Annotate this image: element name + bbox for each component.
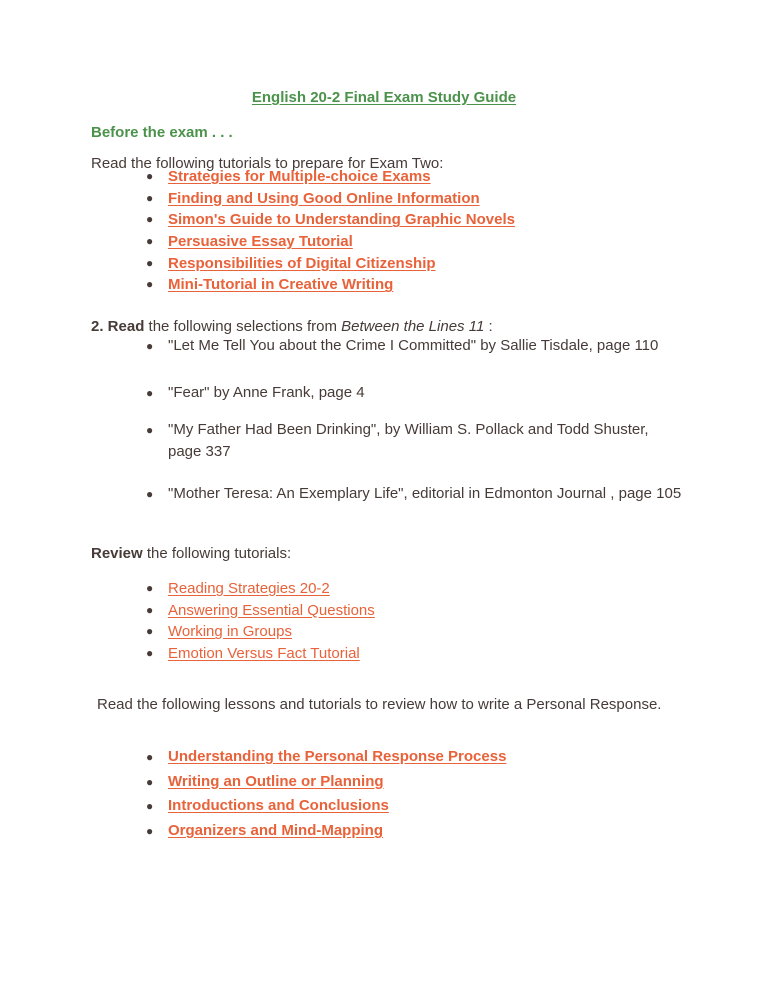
- list-item: [146, 274, 515, 296]
- document-title: English 20-2 Final Exam Study Guide: [251, 89, 517, 106]
- bullet-icon: ●: [146, 602, 154, 617]
- section3-intro-bold: Review: [91, 545, 143, 562]
- reading-item: "My Father Had Been Drinking", by William S. Pollack and Todd Shuster, page 337: [168, 421, 649, 460]
- bullet-icon: ●: [146, 277, 154, 292]
- link-digital-citizenship[interactable]: Responsibilities of Digital Citizenship: [168, 254, 436, 272]
- section2-reading-list: [146, 483, 681, 505]
- link-organizers-mind-mapping[interactable]: Organizers and Mind-Mapping: [168, 822, 384, 840]
- link-creative-writing[interactable]: Mini-Tutorial in Creative Writing: [168, 276, 394, 294]
- bullet-icon: ●: [146, 646, 154, 661]
- bullet-icon: ●: [146, 799, 154, 814]
- bullet-icon: ●: [146, 255, 154, 270]
- list-item: [146, 795, 506, 820]
- bullet-icon: ●: [146, 581, 154, 595]
- list-item: [146, 382, 365, 404]
- link-graphic-novels[interactable]: Simon's Guide to Understanding Graphic Novels: [168, 211, 515, 229]
- list-item: [146, 188, 515, 210]
- bullet-icon: ●: [146, 190, 154, 205]
- bullet-icon: ●: [146, 212, 154, 227]
- link-outline-planning[interactable]: Writing an Outline or Planning: [168, 772, 384, 790]
- link-working-in-groups[interactable]: Working in Groups: [168, 623, 292, 641]
- list-item: [146, 483, 681, 505]
- bullet-icon: ●: [146, 774, 154, 789]
- section2-intro-bold: 2. Read: [91, 318, 145, 335]
- section2-intro-end: :: [484, 318, 493, 335]
- book-title: Between the Lines 11: [341, 318, 485, 335]
- bullet-icon: ●: [146, 386, 154, 400]
- reading-item: "Fear" by Anne Frank, page 4: [168, 384, 365, 401]
- section2-reading-list: [146, 335, 658, 357]
- reading-item: "Let Me Tell You about the Crime I Committed" by Sallie Tisdale, page 110: [168, 337, 659, 354]
- list-item: [146, 771, 506, 796]
- list-item: [146, 253, 515, 275]
- link-emotion-vs-fact[interactable]: Emotion Versus Fact Tutorial: [168, 645, 360, 663]
- list-item: [146, 166, 515, 188]
- link-reading-strategies[interactable]: Reading Strategies 20-2: [168, 580, 330, 597]
- section2-intro-text: the following selections from: [144, 318, 342, 335]
- link-online-information[interactable]: Finding and Using Good Online Information: [168, 189, 480, 207]
- link-introductions-conclusions[interactable]: Introductions and Conclusions: [168, 797, 389, 815]
- list-item: [146, 643, 375, 665]
- bullet-icon: ●: [146, 624, 154, 639]
- list-item: [146, 231, 515, 253]
- bullet-icon: ●: [146, 824, 154, 839]
- bullet-icon: ●: [146, 750, 154, 764]
- section1-link-list: [146, 166, 515, 296]
- list-item: [146, 335, 658, 357]
- section2-reading-list: [146, 382, 365, 404]
- list-item: [146, 820, 506, 845]
- list-item: [146, 419, 678, 463]
- section3-link-list: [146, 578, 375, 665]
- link-persuasive-essay[interactable]: Persuasive Essay Tutorial: [168, 233, 353, 251]
- reading-item: "Mother Teresa: An Exemplary Life", editorial in Edmonton Journal , page 105: [168, 485, 682, 502]
- list-item: [146, 578, 375, 600]
- section2-reading-list: [146, 419, 678, 463]
- link-personal-response-process[interactable]: Understanding the Personal Response Process: [168, 748, 507, 765]
- bullet-icon: ●: [146, 487, 154, 501]
- bullet-icon: ●: [146, 234, 154, 249]
- list-item: [146, 209, 515, 231]
- list-item: [146, 746, 506, 771]
- section1-intro: Read the following tutorials to prepare for Exam Two:: [91, 155, 444, 172]
- bullet-icon: ●: [146, 169, 154, 183]
- list-item: [146, 600, 375, 622]
- section4-intro: Read the following lessons and tutorials to review how to write a Personal Response.: [97, 696, 662, 713]
- section3-intro: [91, 545, 291, 562]
- list-item: [146, 621, 375, 643]
- before-exam-heading: Before the exam . . .: [91, 124, 233, 141]
- bullet-icon: ●: [146, 339, 154, 353]
- link-essential-questions[interactable]: Answering Essential Questions: [168, 601, 375, 619]
- section2-intro: [91, 318, 493, 335]
- bullet-icon: ●: [146, 423, 154, 437]
- section3-intro-text: the following tutorials:: [142, 545, 292, 562]
- section4-link-list: [146, 746, 506, 845]
- link-multiple-choice-strategies[interactable]: Strategies for Multiple-choice Exams: [168, 168, 431, 185]
